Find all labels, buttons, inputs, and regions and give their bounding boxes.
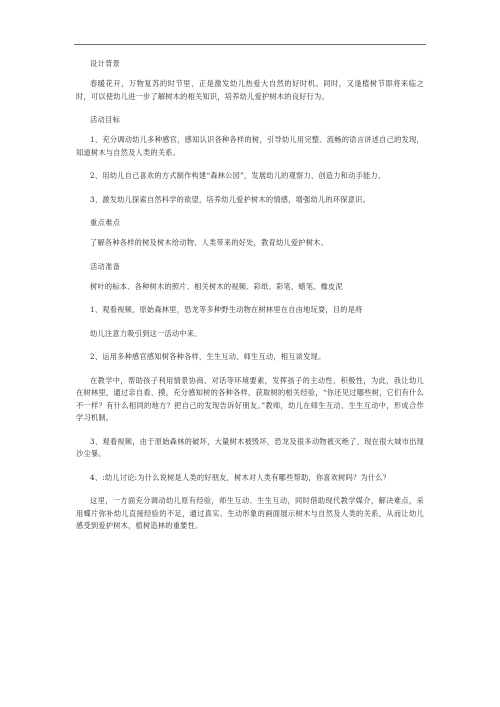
paragraph-materials: 树叶的标本、各种树木的照片、相关树木的视频、彩纸、彩笔、蜡笔、橡皮泥 [90, 281, 343, 291]
paragraph-summary: 这里，一方面充分调动幼儿原有经验，师生互动、生生互动，同时借助现代教学媒介，解决难点，采用蝶片弥补幼儿直接经验的不足，通过真实、生动形象的画面展示树木与自然及人类的关系，从而让幼儿感受到爱护树木，植树造林的重要性。 [76, 496, 424, 530]
section-heading-preparation: 活动准备 [90, 261, 121, 271]
paragraph-step-2: 2、运用多种感官感知树各种各样，生生互动、师生互动，相互谈发现。 [90, 352, 326, 361]
paragraph-step-1-continued: 幼儿注意力吸引到这一活动中来。 [90, 328, 202, 338]
header-rule [74, 44, 426, 45]
paragraph-teaching-notes: 在教学中，帮助孩子利用情景协商、对话等环境要素，发挥孩子的主动性、积极性，为此，我让幼儿在树林里，通过亲自看、摸，充分感知树的各种各样，获取树的相关经验，“你还见过哪些树，它们有什么不一样？有什么相同的地方？把自己的发现告诉好朋友。”教师，幼儿在师生互动、生生互动中，形成合作学习机制。 [76, 375, 424, 422]
section-heading-activity-goals: 活动目标 [90, 115, 121, 124]
paragraph-goal-1: 1、充分调动幼儿多种感官，感知认识各种各样的树，引导幼儿用完整、流畅的语言讲述自己的发现，知道树木与自然及人类的关系。 [76, 135, 424, 157]
paragraph-goal-3: 3、激发幼儿探索自然科学的欲望，培养幼儿爱护树木的情感，增强幼儿的环保意识。 [90, 194, 371, 204]
paragraph-step-4: 4、:幼儿讨论:为什么说树是人类的好朋友，树木对人类有哪些帮助，你喜欢树吗？为什么？ [90, 472, 391, 482]
section-heading-key-points: 重点难点 [90, 218, 121, 227]
section-heading-design-background: 设计背景 [90, 59, 121, 68]
document-body [76, 58, 424, 533]
paragraph-step-3: 3、观看视频，由于原始森林的破坏，大量树木被毁坏，恐龙及很多动物被灭绝了，现在很大城市出现沙尘暴。 [76, 436, 424, 458]
paragraph-goal-2: 2、用幼儿自己喜欢的方式制作构建“森林公园”，发展幼儿的观察力、创造力和动手能力。 [90, 171, 386, 180]
paragraph-key-points: 了解各种各样的树及树木给动物、人类带来的好处，教育幼儿爱护树木。 [90, 238, 329, 247]
paragraph-step-1: 1、观看视频，原始森林里，恐龙等多种野生动物在树林里在自由地玩耍，目的是将 [90, 305, 363, 314]
paragraph-design-background: 春暖花开，万物复苏的时节里，正是激发幼儿热爱大自然的好时机。同时，又逢植树节即将来临之时，可以使幼儿进一步了解树木的相关知识，培养幼儿爱护树木的良好行为。 [76, 79, 424, 101]
